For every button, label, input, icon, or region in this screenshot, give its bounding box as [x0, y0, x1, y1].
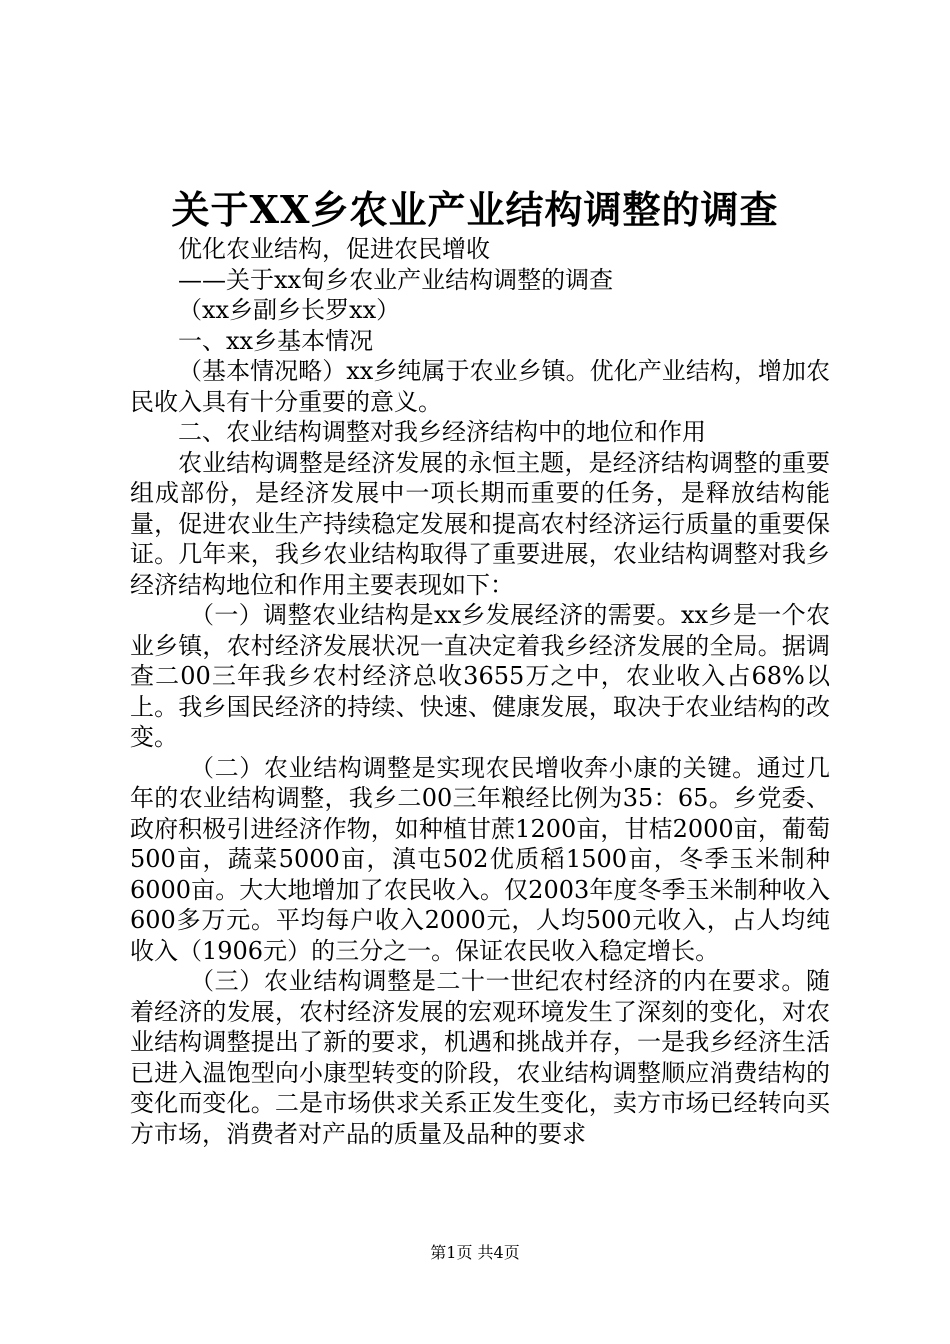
- section-heading: 二、农业结构调整对我乡经济结构中的地位和作用: [178, 418, 706, 446]
- paragraph: 农业结构调整是经济发展的永恒主题，是经济结构调整的重要组成部份，是经济发展中一项长期而重要的任务，是释放结构能量，促进农业生产持续稳定发展和提高农村经济运行质量的重要保证。几年来，我乡农业结构取得了重要进展，农业结构调整对我乡经济结构地位和作用主要表现如下：: [130, 448, 830, 599]
- paragraph: （基本情况略）xx乡纯属于农业乡镇。优化产业结构，增加农民收入具有十分重要的意义。: [130, 357, 830, 416]
- subtitle-line: 优化农业结构，促进农民增收: [178, 235, 490, 263]
- document-title: 关于XX乡农业产业结构调整的调查: [171, 187, 779, 232]
- section-heading: 一、xx乡基本情况: [178, 326, 374, 355]
- document-body: [130, 234, 830, 1149]
- paragraph: （一）调整农业结构是xx乡发展经济的需要。xx乡是一个农业乡镇，农村经济发展状况一直决定着我乡经济发展的全局。据调查二00三年我乡农村经济总收3655万之中，农业收入占68%以上。我乡国民经济的持续、快速、健康发展，取决于农业结构的改变。: [130, 601, 830, 751]
- paragraph: （二）农业结构调整是实现农民增收奔小康的关键。通过几年的农业结构调整，我乡二00三年粮经比例为35：65。乡党委、政府积极引进经济作物，如种植甘蔗1200亩，甘桔2000亩，葡萄500亩，蔬菜5000亩，滇屯502优质稻1500亩，冬季玉米制种6000亩。大大地增加了农民收入。仅2003年度冬季玉米制种收入600多万元。平均每户收入2000元，人均500元收入，占人均纯收入（1906元）的三分之一。保证农民收入稳定增长。: [130, 753, 830, 965]
- paragraph: （三）农业结构调整是二十一世纪农村经济的内在要求。随着经济的发展，农村经济发展的宏观环境发生了深刻的变化，对农业结构调整提出了新的要求，机遇和挑战并存，一是我乡经济生活已进入温饱型向小康型转变的阶段，农业结构调整顺应消费结构的变化而变化。二是市场供求关系正发生变化，卖方市场已经转向买方市场，消费者对产品的质量及品种的要求: [130, 967, 830, 1148]
- page-number: 第1页 共4页: [430, 1243, 520, 1262]
- subtitle-survey-line: ——关于xx甸乡农业产业结构调整的调查: [178, 265, 614, 294]
- author-line: （xx乡副乡长罗xx）: [178, 296, 401, 324]
